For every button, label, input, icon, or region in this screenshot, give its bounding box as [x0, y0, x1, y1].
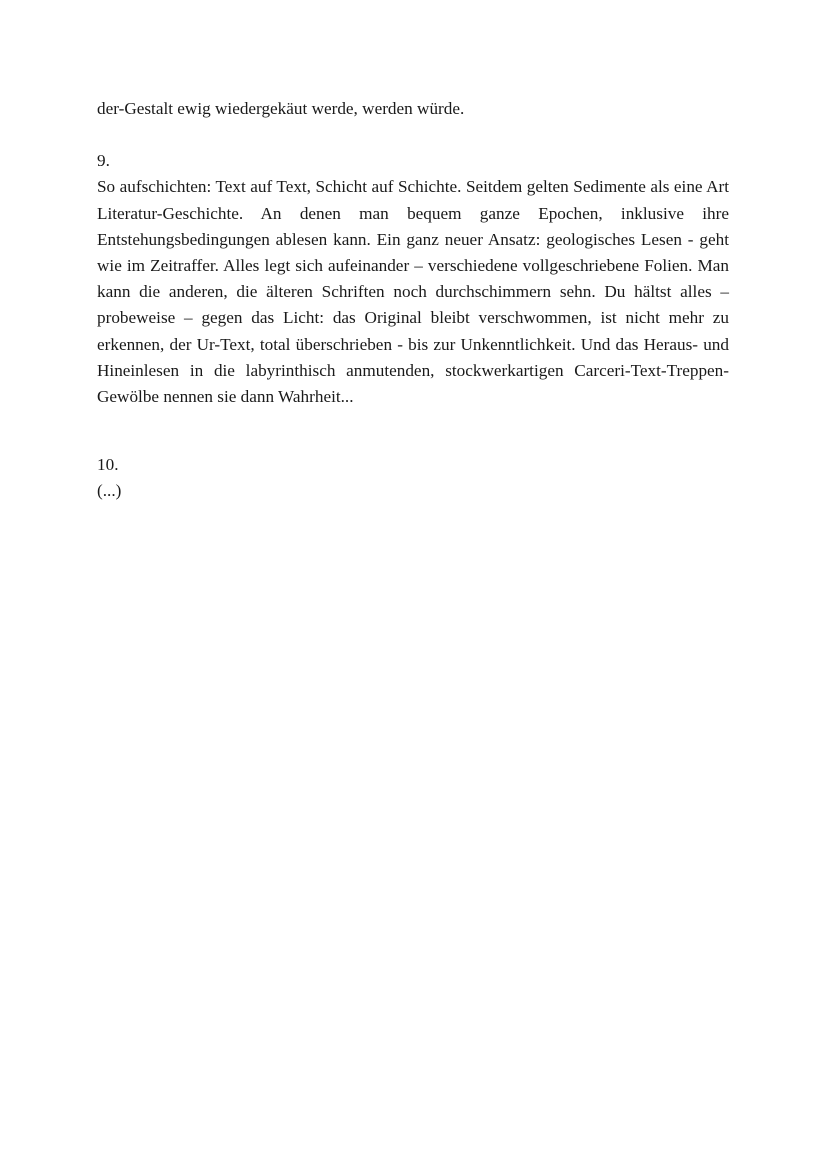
- text-column: [97, 96, 729, 505]
- spacer-before-section-9: [97, 122, 729, 148]
- opening-line: der-Gestalt ewig wiedergekäut werde, werden würde.: [97, 99, 465, 118]
- spacer-before-section-10: [97, 410, 729, 452]
- section-9-paragraph: So aufschichten: Text auf Text, Schicht auf Schichte. Seitdem gelten Sedimente als eine Art Literatur-Geschichte. An denen man bequem ganze Epochen, inklusive ihre Entstehungsbedingungen ablesen kann. Ein ganz neuer Ansatz: geologisches Lesen - geht wie im Zeitraffer. Alles legt sich aufeinander – verschiedene vollgeschriebene Folien. Man kann die anderen, die älteren Schriften noch durchschimmern sehn. Du hältst alles – probeweise – gegen das Licht: das Original bleibt verschwommen, ist nicht mehr zu erkennen, der Ur-Text, total überschrieben - bis zur Unkenntlichkeit. Und das Heraus- und Hineinlesen in die labyrinthisch anmutenden, stockwerkartigen Carceri-Text-Treppen-Gewölbe nennen sie dann Wahrheit...: [97, 177, 729, 407]
- section-number-9: 9.: [97, 151, 110, 171]
- section-10-paragraph: (...): [97, 481, 122, 501]
- section-number-10: 10.: [97, 455, 119, 475]
